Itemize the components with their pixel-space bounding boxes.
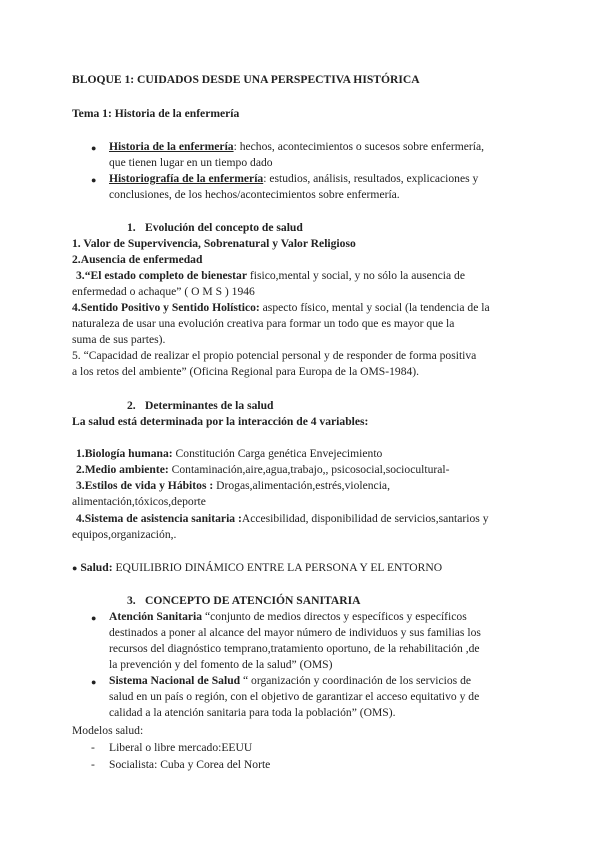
section2-heading-number: 2. (127, 399, 136, 412)
concept-item-4: 4.Sentido Positivo y Sentido Holístico: aspecto físico, mental y social (la tendencia de la (72, 301, 490, 314)
atencion-sanitaria-cont3: la prevención y del fomento de la salud” (OMS) (109, 658, 333, 671)
concept-item-5-cont: a los retos del ambiente” (Oficina Regional para Europa de la OMS-1984). (72, 365, 420, 378)
atencion-sanitaria-cont: destinados a poner al alcance del mayor número de individuos y sus familias los (109, 626, 481, 639)
definition-historiografia: Historiografía de la enfermería: estudios, análisis, resultados, explicaciones y (109, 172, 479, 185)
section1-heading: Evolución del concepto de salud (145, 221, 303, 234)
topic-title: Tema 1: Historia de la enfermería (72, 107, 240, 120)
bullet-icon: ● (91, 677, 97, 687)
atencion-sanitaria-definition: Atención Sanitaria “conjunto de medios directos y específicos y específicos (109, 610, 467, 623)
section1-heading-number: 1. (127, 221, 136, 234)
determinant-1: 1.Biología humana: Constitución Carga genética Envejecimiento (76, 447, 383, 460)
block-title: BLOQUE 1: CUIDADOS DESDE UNA PERSPECTIVA HISTÓRICA (72, 73, 420, 86)
sistema-nacional-cont2: calidad a la atención sanitaria para toda la población” (OMS). (109, 706, 396, 719)
concept-item-1: 1. Valor de Supervivencia, Sobrenatural y Valor Religioso (72, 237, 356, 250)
salud-definition: ● Salud: EQUILIBRIO DINÁMICO ENTRE LA PERSONA Y EL ENTORNO (72, 561, 443, 574)
sistema-nacional-cont: salud en un país o región, con el objetivo de garantizar el acceso equitativo y de (109, 690, 480, 703)
model-item: Liberal o libre mercado:EEUU (109, 741, 253, 754)
model-item: Socialista: Cuba y Corea del Norte (109, 758, 271, 771)
models-label: Modelos salud: (72, 724, 144, 737)
concept-item-4-cont: naturaleza de usar una evolución creativa para formar un todo que es mayor que la (72, 317, 455, 330)
determinant-4: 4.Sistema de asistencia sanitaria :Accesibilidad, disponibilidad de servicios,santarios y (76, 512, 489, 525)
dash-icon: - (91, 741, 95, 754)
definition-historia: Historia de la enfermería: hechos, acontecimientos o sucesos sobre enfermería, (109, 140, 485, 153)
determinant-3: 3.Estilos de vida y Hábitos : Drogas,alimentación,estrés,violencia, (76, 479, 390, 492)
bullet-icon: ● (72, 563, 78, 573)
determinant-2: 2.Medio ambiente: Contaminación,aire,agua,trabajo,, psicosocial,sociocultural- (76, 463, 450, 476)
dash-icon: - (91, 758, 95, 771)
concept-item-4-cont2: suma de sus partes). (72, 333, 166, 346)
section2-intro: La salud está determinada por la interacción de 4 variables: (72, 415, 369, 428)
sistema-nacional-definition: Sistema Nacional de Salud “ organización y coordinación de los servicios de (109, 674, 472, 687)
section3-heading-number: 3. (127, 594, 136, 607)
bullet-icon: ● (91, 613, 97, 623)
concept-item-3: 3.“El estado completo de bienestar fisico,mental y social, y no sólo la ausencia de (76, 269, 465, 282)
bullet-icon: ● (91, 175, 97, 185)
definition-historia-cont: que tienen lugar en un tiempo dado (109, 156, 273, 169)
determinant-4-cont: equipos,organización,. (72, 528, 177, 541)
definition-historiografia-cont: conclusiones, de los hechos/acontecimientos sobre enfermería. (109, 188, 400, 201)
section3-heading: CONCEPTO DE ATENCIÓN SANITARIA (145, 594, 361, 607)
concept-item-5: 5. “Capacidad de realizar el propio potencial personal y de responder de forma positiva (72, 349, 477, 362)
bullet-icon: ● (91, 143, 97, 153)
atencion-sanitaria-cont2: recursos del diagnóstico temprano,tratamiento oportuno, de la rehabilitación ,de (109, 642, 480, 655)
determinant-3-cont: alimentación,tóxicos,deporte (72, 495, 206, 508)
concept-item-2: 2.Ausencia de enfermedad (72, 253, 203, 266)
concept-item-3-cont: enfermedad o achaque” ( O M S ) 1946 (72, 285, 255, 298)
section2-heading: Determinantes de la salud (145, 399, 274, 412)
